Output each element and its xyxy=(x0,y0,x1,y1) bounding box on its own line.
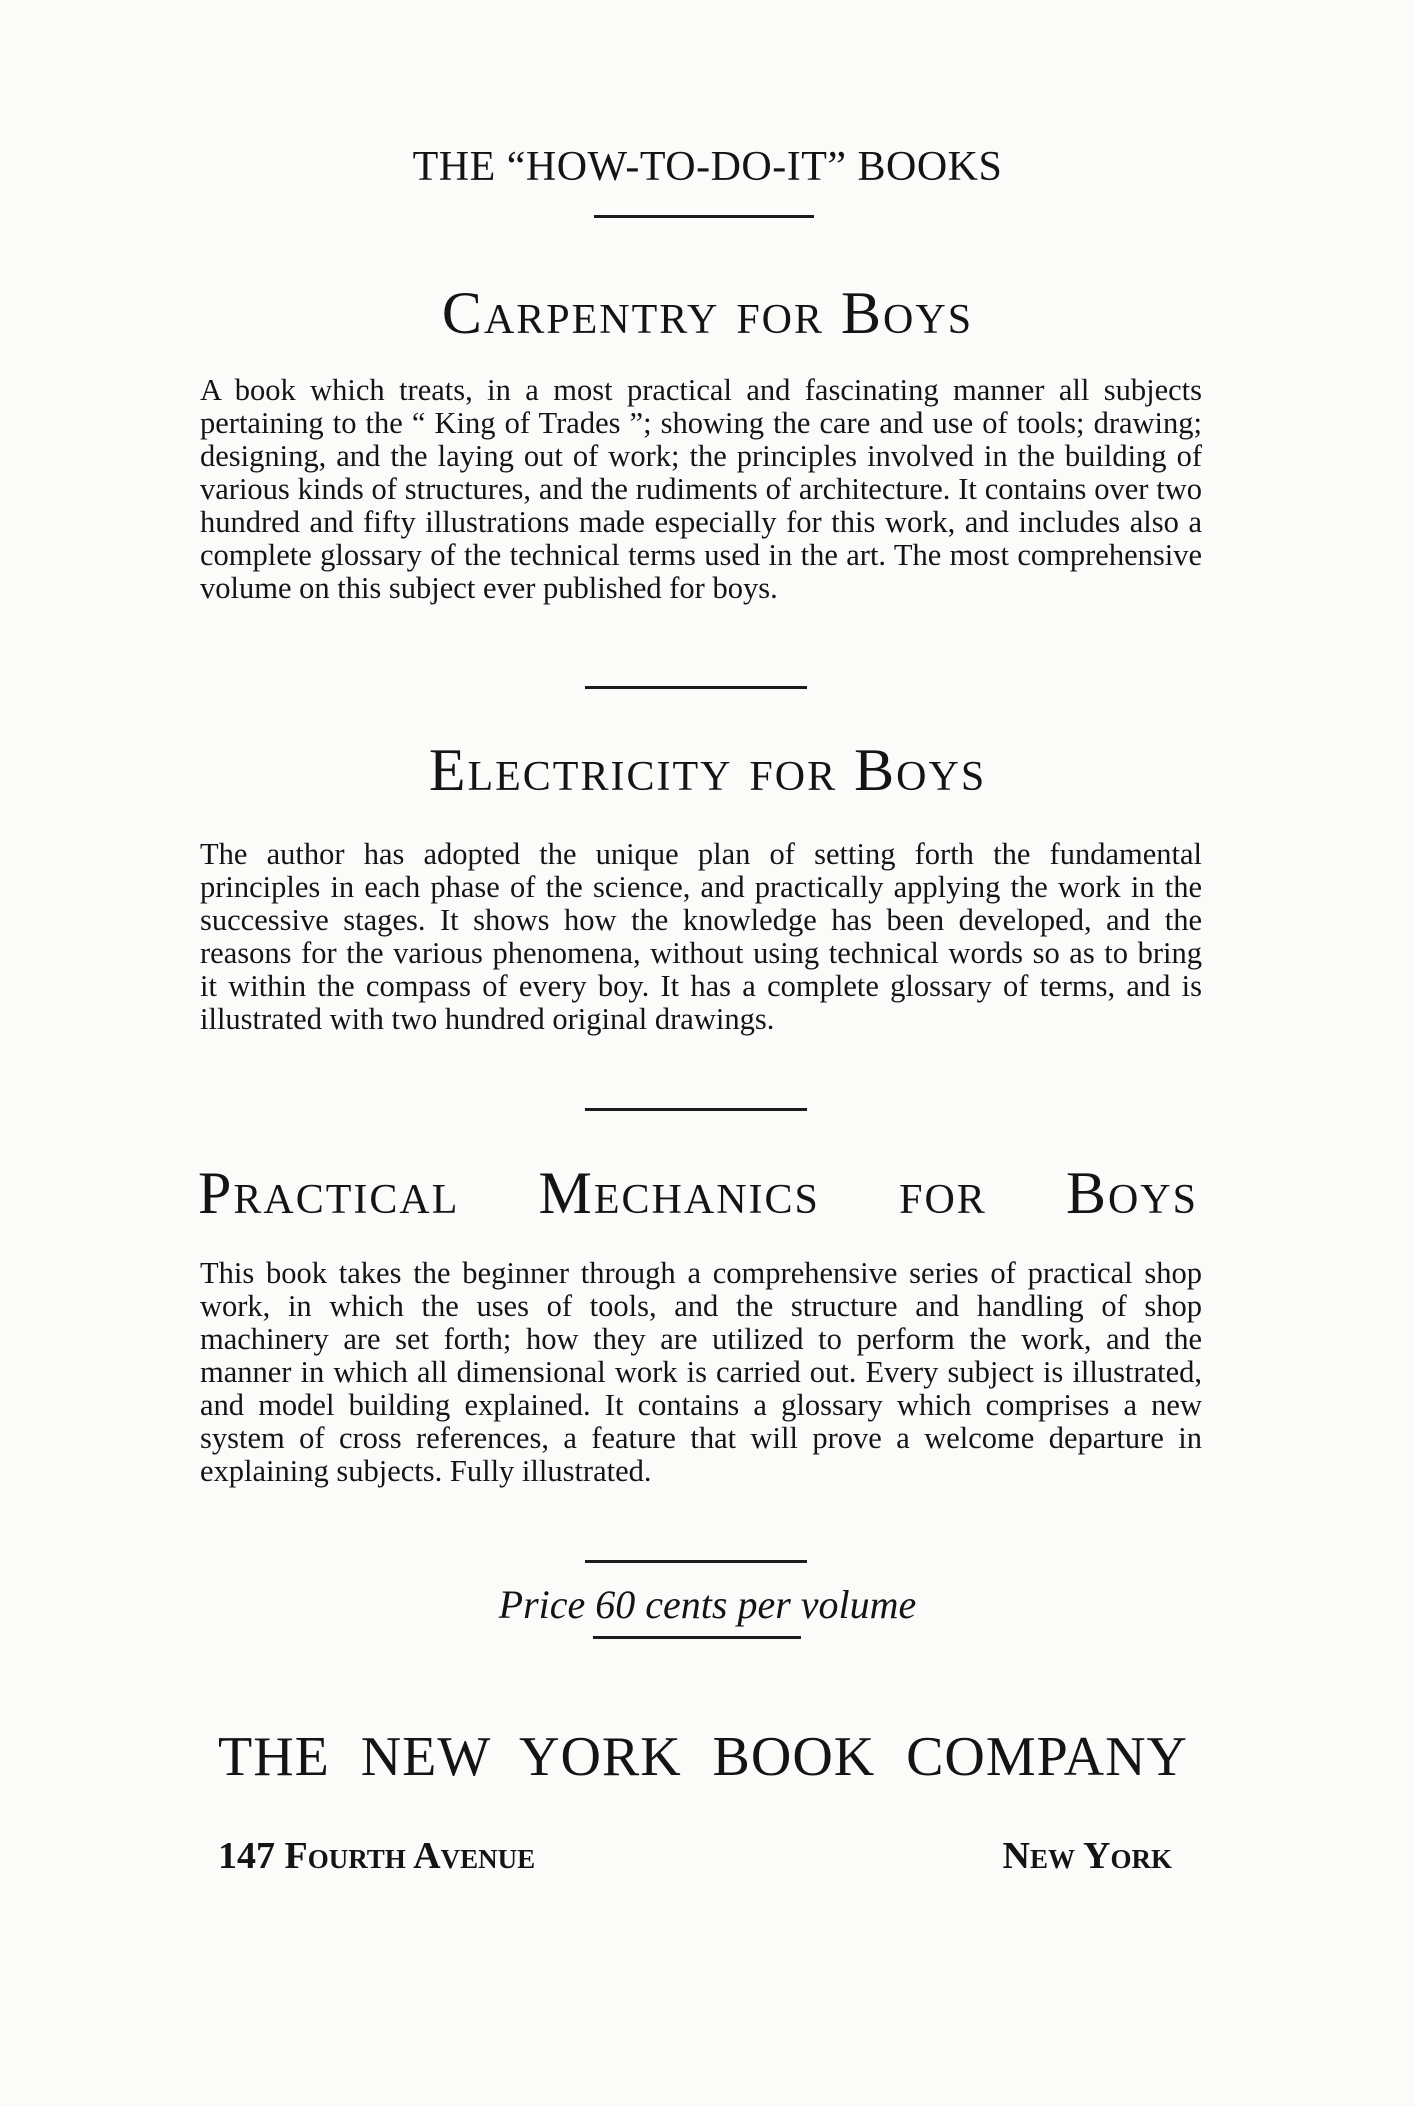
book-description-carpentry: A book which treats, in a most practical and fascinating manner all subjects pertaining to the “ King of Trades ”; showing the care and use of tools; drawing; designing, and the laying out of work; the principles involved in the building of various kinds of structures, and the rudiments of architecture. It contains over two hundred and fifty illustrations made especially for this work, and includes also a complete glossary of the technical terms used in the art. The most comprehensive volume on this subject ever published for boys. xyxy=(200,373,1202,605)
book-title-mechanics: Practical Mechanics for Boys xyxy=(198,1160,1198,1226)
publisher-name: THE NEW YORK BOOK COMPANY xyxy=(218,1726,1188,1788)
divider-rule xyxy=(594,215,814,218)
book-description-mechanics: This book takes the beginner through a comprehensive series of practical shop work, in which the uses of tools, and the structure and handling of shop machinery are set forth; how they are utilized to perform the work, and the manner in which all dimensional work is carried out. Every subject is illustrated, and model building explained. It contains a glossary which comprises a new system of cross references, a feature that will prove a welcome departure in explaining subjects. Fully illustrated. xyxy=(200,1256,1202,1488)
divider-rule xyxy=(585,1560,807,1563)
price-line: Price 60 cents per volume xyxy=(498,1582,917,1627)
series-title: THE “HOW-TO-DO-IT” BOOKS xyxy=(412,144,1003,190)
book-description-electricity: The author has adopted the unique plan of setting forth the fundamental principles in each phase of the science, and practically applying the work in the successive stages. It shows how the knowledge has been developed, and the reasons for the various phenomena, without using technical words so as to bring it within the compass of every boy. It has a complete glossary of terms, and is illustrated with two hundred original drawings. xyxy=(200,837,1202,1036)
divider-rule xyxy=(593,1636,801,1639)
divider-rule xyxy=(585,1108,807,1111)
book-title-carpentry: Carpentry for Boys xyxy=(441,280,974,346)
divider-rule xyxy=(585,686,807,689)
book-title-electricity: Electricity for Boys xyxy=(428,737,987,803)
publisher-address: 147 Fourth Avenue xyxy=(218,1835,536,1877)
publisher-city: New York xyxy=(1002,1835,1172,1877)
